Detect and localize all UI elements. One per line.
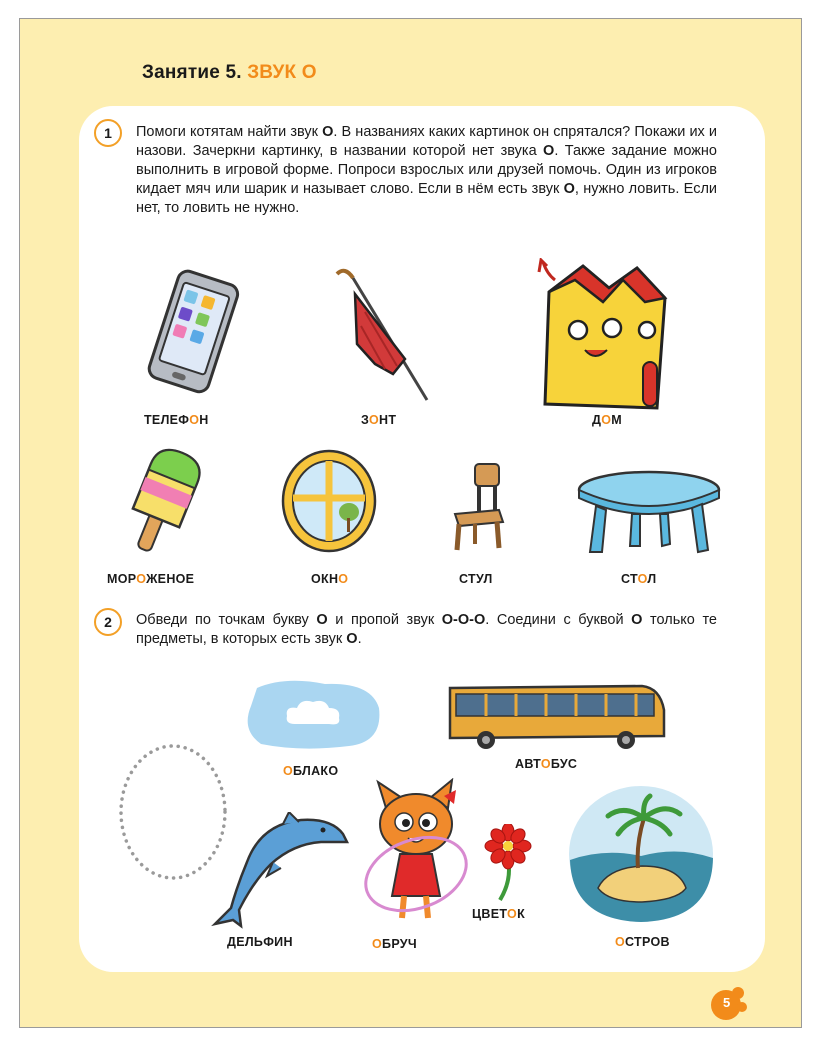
word-delfin: ДЕЛЬФИН xyxy=(227,935,293,949)
task-2-number: 2 xyxy=(94,608,122,636)
word-stol: СТОЛ xyxy=(621,572,657,586)
task-1-number: 1 xyxy=(94,119,122,147)
lesson-prefix: Занятие 5. xyxy=(142,62,242,83)
word-zont: ЗОНТ xyxy=(361,413,397,427)
kitten-hoop-icon xyxy=(356,778,468,928)
lesson-topic: ЗВУК О xyxy=(247,62,317,83)
house-icon xyxy=(533,258,673,412)
task-1-instructions: Помоги котятам найти звук О. В названиях каких картинок он спрятался? Покажи их и назови. Зачеркни картинку, в названии которой нет звука О. Также задание можно выполнить в игровой форме. Попроси взрослых или друзей помочь. Один из игроков кидает мяч или шарик и называет слово. Если в нём есть звук О, нужно ловить. Если нет, то ловить не нужно. xyxy=(136,124,717,216)
phone-icon xyxy=(140,268,250,398)
umbrella-icon xyxy=(335,264,435,404)
ice-cream-icon xyxy=(118,446,213,556)
flower-icon xyxy=(484,824,534,902)
island-icon xyxy=(568,784,714,924)
page-number: 5 xyxy=(723,995,731,1010)
word-telefon: ТЕЛЕФОН xyxy=(144,413,209,427)
lesson-heading xyxy=(142,62,317,84)
dolphin-icon xyxy=(211,812,351,930)
word-dom: ДОМ xyxy=(592,413,622,427)
word-oblako: ОБЛАКО xyxy=(283,764,339,778)
word-okno: ОКНО xyxy=(311,572,349,586)
window-icon xyxy=(279,446,379,556)
chair-icon xyxy=(447,460,507,555)
word-morozhenoe: МОРОЖЕНОЕ xyxy=(107,572,195,586)
bus-icon xyxy=(446,680,668,752)
word-stul: СТУЛ xyxy=(459,572,493,586)
word-avtobus: АВТОБУС xyxy=(515,757,578,771)
table-icon xyxy=(574,468,724,560)
task-2-instructions: Обведи по точкам букву О и пропой звук О-О-О. Соедини с буквой О только те предметы, в которых есть звук О. xyxy=(136,612,717,647)
cloud-icon xyxy=(245,678,383,750)
word-obruch: ОБРУЧ xyxy=(372,937,417,951)
word-tsvetok: ЦВЕТОК xyxy=(472,907,525,921)
word-ostrov: ОСТРОВ xyxy=(615,935,670,949)
